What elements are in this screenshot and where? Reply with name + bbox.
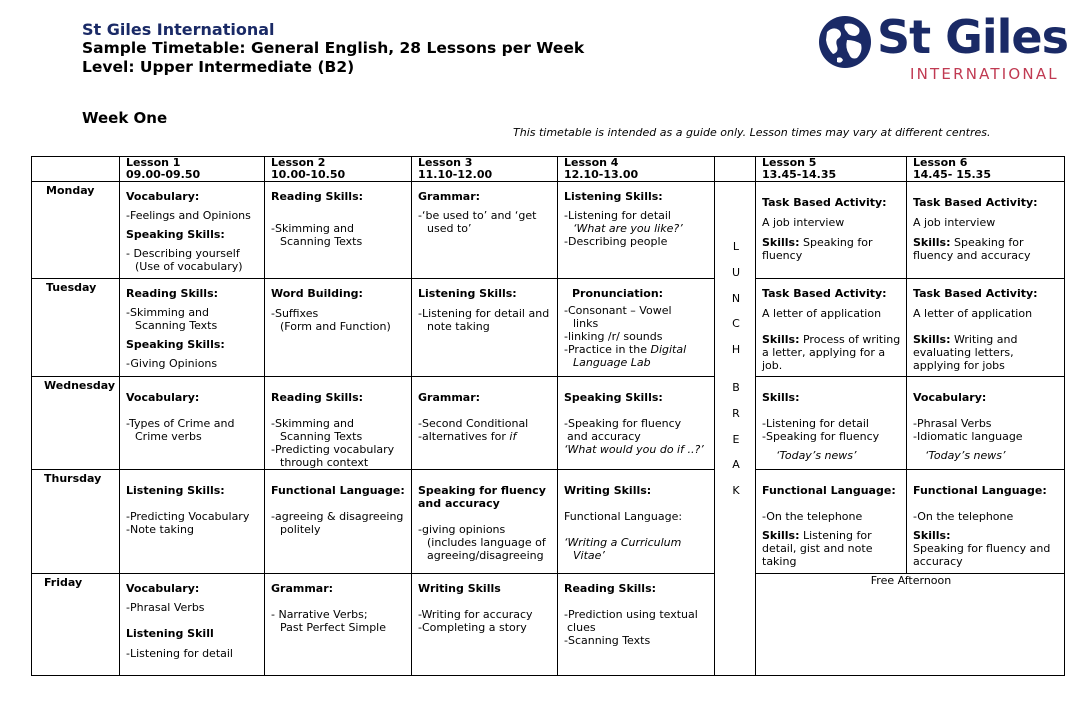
cell-text: -agreeing & disagreeing bbox=[271, 510, 404, 523]
cell-heading: Functional Language: bbox=[762, 484, 896, 497]
day-label bbox=[32, 574, 120, 676]
lunch-letter: C bbox=[732, 317, 740, 331]
lesson-cell bbox=[412, 574, 558, 676]
lesson-cell bbox=[265, 470, 412, 574]
cell-text: ‘What would you do if ..?’ bbox=[564, 443, 704, 456]
lesson-5-header bbox=[756, 157, 907, 182]
cell-text: -Feelings and Opinions bbox=[126, 209, 251, 222]
timetable bbox=[31, 156, 1065, 676]
day-label bbox=[32, 279, 120, 377]
cell-text: Scanning Texts bbox=[280, 235, 363, 248]
cell-text: -Speaking for fluency bbox=[564, 417, 682, 430]
cell-text: through context bbox=[280, 456, 369, 469]
globe-icon bbox=[817, 14, 873, 70]
week-title: Week One bbox=[82, 109, 168, 127]
lesson-header-row bbox=[32, 157, 1065, 182]
lesson-time: 14.45- 15.35 bbox=[913, 168, 991, 181]
free-afternoon-cell bbox=[756, 574, 1065, 676]
cell-heading: Speaking for fluency and accuracy bbox=[418, 484, 546, 510]
lesson-cell bbox=[756, 182, 907, 279]
cell-text: agreeing/disagreeing bbox=[427, 549, 544, 562]
cell-heading: Reading Skills: bbox=[271, 391, 364, 404]
cell-heading: Speaking Skills: bbox=[126, 228, 225, 241]
lesson-time: 13.45-14.35 bbox=[762, 168, 837, 181]
lunch-letter: A bbox=[732, 458, 740, 472]
cell-text: Scanning Texts bbox=[280, 430, 363, 443]
cell-text: -Describing people bbox=[564, 235, 668, 248]
skills-label: Skills: bbox=[913, 236, 951, 249]
disclaimer-note: This timetable is intended as a guide only. Lesson times may vary at different centres. bbox=[513, 126, 991, 139]
lesson-time: 09.00-09.50 bbox=[126, 168, 201, 181]
lesson-3-header bbox=[412, 157, 558, 182]
cell-heading: Vocabulary: bbox=[913, 391, 987, 404]
day-name: Thursday bbox=[44, 472, 102, 485]
cell-heading: Writing Skills: bbox=[564, 484, 652, 497]
lesson-cell bbox=[907, 182, 1065, 279]
lunch-letter: L bbox=[732, 240, 740, 253]
lesson-1-header bbox=[120, 157, 265, 182]
lunch-letter: B bbox=[732, 380, 740, 394]
skills-label: Skills: bbox=[913, 333, 951, 346]
lunch-letter: U bbox=[731, 265, 741, 279]
cell-text: Speaking for fluency and accuracy bbox=[913, 236, 1031, 262]
lesson-4-header bbox=[558, 157, 715, 182]
lesson-cell bbox=[756, 377, 907, 470]
lesson-cell bbox=[558, 574, 715, 676]
logo-sub: INTERNATIONAL bbox=[910, 65, 1059, 83]
cell-text: note taking bbox=[427, 320, 490, 333]
lesson-cell bbox=[412, 377, 558, 470]
lesson-cell bbox=[756, 279, 907, 377]
skills-label: Skills: bbox=[762, 236, 800, 249]
lesson-cell bbox=[120, 574, 265, 676]
cell-text: -Predicting Vocabulary bbox=[126, 510, 250, 523]
cell-text: -Phrasal Verbs bbox=[126, 601, 205, 614]
cell-text: -Prediction using textual bbox=[564, 608, 698, 621]
cell-heading: Reading Skills: bbox=[126, 287, 219, 300]
cell-text: -alternatives for bbox=[418, 430, 510, 443]
lesson-cell bbox=[120, 182, 265, 279]
cell-text: -Scanning Texts bbox=[564, 634, 651, 647]
corner-cell bbox=[32, 157, 120, 182]
skills-label: Skills: bbox=[913, 529, 951, 542]
lesson-label: Lesson 2 bbox=[271, 156, 326, 169]
cell-heading: Reading Skills: bbox=[564, 582, 657, 595]
day-row-friday bbox=[32, 574, 1065, 676]
lesson-cell bbox=[412, 182, 558, 279]
lesson-label: Lesson 1 bbox=[126, 156, 181, 169]
cell-heading: Task Based Activity: bbox=[913, 287, 1038, 300]
cell-heading: Functional Language: bbox=[913, 484, 1047, 497]
cell-heading: Listening Skill bbox=[126, 627, 214, 640]
cell-heading: Grammar: bbox=[271, 582, 334, 595]
cell-text: -Types of Crime and bbox=[126, 417, 235, 430]
cell-text: -Predicting vocabulary bbox=[271, 443, 395, 456]
lesson-cell bbox=[412, 470, 558, 574]
lunch-letter: K bbox=[732, 484, 740, 498]
cell-heading: Vocabulary: bbox=[126, 391, 200, 404]
cell-text: Listening for detail, gist and note taking bbox=[762, 529, 873, 568]
cell-text: politely bbox=[280, 523, 321, 536]
cell-heading: Skills: bbox=[762, 391, 800, 404]
cell-text: ‘What are you like?’ bbox=[573, 222, 683, 235]
cell-text: - Describing yourself bbox=[126, 247, 240, 260]
cell-heading: Reading Skills: bbox=[271, 190, 364, 203]
day-label bbox=[32, 377, 120, 470]
cell-text: (Form and Function) bbox=[280, 320, 391, 333]
cell-heading: Speaking Skills: bbox=[564, 391, 663, 404]
day-name: Wednesday bbox=[44, 379, 116, 392]
cell-text: -On the telephone bbox=[762, 510, 863, 523]
day-row-tuesday bbox=[32, 279, 1065, 377]
skills-label: Skills: bbox=[762, 529, 800, 542]
day-row-monday bbox=[32, 182, 1065, 279]
cell-text: -Suffixes bbox=[271, 307, 319, 320]
lesson-cell bbox=[120, 470, 265, 574]
cell-heading: Listening Skills: bbox=[564, 190, 663, 203]
lesson-cell bbox=[756, 470, 907, 574]
cell-text: -Consonant – Vowel bbox=[564, 304, 672, 317]
cell-text: -giving opinions bbox=[418, 523, 506, 536]
level-label: Level: Upper Intermediate (B2) bbox=[82, 58, 355, 76]
day-row-wednesday bbox=[32, 377, 1065, 470]
cell-heading: Pronunciation: bbox=[572, 287, 664, 300]
cell-text: Process of writing a letter, applying for a job. bbox=[762, 333, 901, 372]
cell-text: -Writing for accuracy bbox=[418, 608, 533, 621]
cell-heading: Vocabulary: bbox=[126, 190, 200, 203]
cell-heading: Word Building: bbox=[271, 287, 363, 300]
lesson-6-header bbox=[907, 157, 1065, 182]
cell-text: -Practice in the bbox=[564, 343, 651, 356]
cell-text: -Skimming and bbox=[271, 222, 355, 235]
lunch-letter: R bbox=[732, 406, 740, 420]
lesson-label: Lesson 4 bbox=[564, 156, 619, 169]
cell-text: -Skimming and bbox=[126, 306, 210, 319]
lesson-cell bbox=[907, 279, 1065, 377]
day-row-thursday bbox=[32, 470, 1065, 574]
cell-text: Functional Language: bbox=[564, 510, 683, 523]
lunch-letter: E bbox=[732, 432, 740, 446]
cell-text: Vitae’ bbox=[573, 549, 605, 562]
lesson-2-header bbox=[265, 157, 412, 182]
lesson-cell bbox=[265, 574, 412, 676]
cell-text: A job interview bbox=[762, 216, 845, 229]
cell-text: -Giving Opinions bbox=[126, 357, 218, 370]
cell-text: -Phrasal Verbs bbox=[913, 417, 992, 430]
free-afternoon-label: Free Afternoon bbox=[870, 574, 952, 587]
cell-text: -On the telephone bbox=[913, 510, 1014, 523]
cell-text: Scanning Texts bbox=[135, 319, 218, 332]
cell-heading: Vocabulary: bbox=[126, 582, 200, 595]
cell-heading: Grammar: bbox=[418, 190, 481, 203]
cell-heading: Writing Skills bbox=[418, 582, 501, 595]
cell-text: and accuracy bbox=[567, 430, 641, 443]
cell-text: -Listening for detail bbox=[564, 209, 671, 222]
lesson-cell bbox=[907, 377, 1065, 470]
lesson-label: Lesson 5 bbox=[762, 156, 817, 169]
cell-text: Past Perfect Simple bbox=[280, 621, 387, 634]
cell-text: A letter of application bbox=[913, 307, 1033, 320]
lesson-cell bbox=[265, 377, 412, 470]
lesson-cell bbox=[558, 470, 715, 574]
day-label bbox=[32, 182, 120, 279]
day-label bbox=[32, 470, 120, 574]
lesson-time: 11.10-12.00 bbox=[418, 168, 493, 181]
lunch-break-column bbox=[715, 182, 756, 676]
lesson-time: 10.00-10.50 bbox=[271, 168, 346, 181]
cell-text: -‘be used to’ and ‘get bbox=[418, 209, 537, 222]
lesson-cell bbox=[558, 279, 715, 377]
document-header bbox=[82, 20, 584, 77]
lesson-cell bbox=[412, 279, 558, 377]
lesson-cell bbox=[558, 182, 715, 279]
cell-text: ‘Today’s news’ bbox=[776, 449, 857, 462]
cell-text: ‘Writing a Curriculum bbox=[564, 536, 682, 549]
lesson-cell bbox=[265, 279, 412, 377]
cell-text: - Narrative Verbs; bbox=[271, 608, 368, 621]
cell-text: links bbox=[573, 317, 599, 330]
cell-text: -Completing a story bbox=[418, 621, 527, 634]
cell-text: Speaking for fluency and accuracy bbox=[913, 542, 1051, 568]
cell-text: -Listening for detail and bbox=[418, 307, 550, 320]
cell-heading: Task Based Activity: bbox=[762, 287, 887, 300]
lesson-cell bbox=[265, 182, 412, 279]
lesson-label: Lesson 6 bbox=[913, 156, 968, 169]
brand-name: St Giles International bbox=[82, 20, 275, 39]
cell-text: used to’ bbox=[427, 222, 472, 235]
st-giles-logo bbox=[815, 12, 1071, 84]
cell-text: -Note taking bbox=[126, 523, 194, 536]
cell-text: -Idiomatic language bbox=[913, 430, 1023, 443]
cell-text: -Listening for detail bbox=[762, 417, 869, 430]
lunch-letter: N bbox=[731, 291, 741, 305]
lesson-cell bbox=[120, 377, 265, 470]
cell-text: (Use of vocabulary) bbox=[135, 260, 243, 273]
cell-text: if bbox=[509, 430, 517, 443]
cell-text: Language Lab bbox=[573, 356, 651, 369]
cell-text: (includes language of bbox=[427, 536, 546, 549]
cell-heading: Grammar: bbox=[418, 391, 481, 404]
day-name: Tuesday bbox=[46, 281, 97, 294]
lesson-cell bbox=[907, 470, 1065, 574]
cell-text: Crime verbs bbox=[135, 430, 202, 443]
cell-heading: Functional Language: bbox=[271, 484, 405, 497]
lunch-header bbox=[715, 157, 756, 182]
skills-label: Skills: bbox=[762, 333, 800, 346]
cell-text: A letter of application bbox=[762, 307, 882, 320]
cell-text: A job interview bbox=[913, 216, 996, 229]
cell-text: -Second Conditional bbox=[418, 417, 529, 430]
day-name: Monday bbox=[46, 184, 95, 197]
logo-name: St Giles bbox=[877, 10, 1069, 64]
timetable-title: Sample Timetable: General English, 28 Lessons per Week bbox=[82, 39, 585, 57]
cell-heading: Task Based Activity: bbox=[913, 196, 1038, 209]
cell-text: -Listening for detail bbox=[126, 647, 233, 660]
cell-text: -Skimming and bbox=[271, 417, 355, 430]
cell-text: clues bbox=[567, 621, 596, 634]
lesson-cell bbox=[120, 279, 265, 377]
cell-text: -linking /r/ sounds bbox=[564, 330, 663, 343]
cell-text: Digital bbox=[650, 343, 687, 356]
cell-text: Speaking for fluency bbox=[762, 236, 873, 262]
cell-heading: Listening Skills: bbox=[126, 484, 225, 497]
cell-text: Writing and evaluating letters, applying for jobs bbox=[913, 333, 1018, 372]
lesson-time: 12.10-13.00 bbox=[564, 168, 639, 181]
lesson-cell bbox=[558, 377, 715, 470]
cell-heading: Task Based Activity: bbox=[762, 196, 887, 209]
cell-heading: Speaking Skills: bbox=[126, 338, 225, 351]
lunch-letter: H bbox=[731, 343, 741, 357]
lesson-label: Lesson 3 bbox=[418, 156, 473, 169]
cell-text: ‘Today’s news’ bbox=[925, 449, 1006, 462]
cell-heading: Listening Skills: bbox=[418, 287, 517, 300]
cell-text: -Speaking for fluency bbox=[762, 430, 880, 443]
day-name: Friday bbox=[44, 576, 83, 589]
